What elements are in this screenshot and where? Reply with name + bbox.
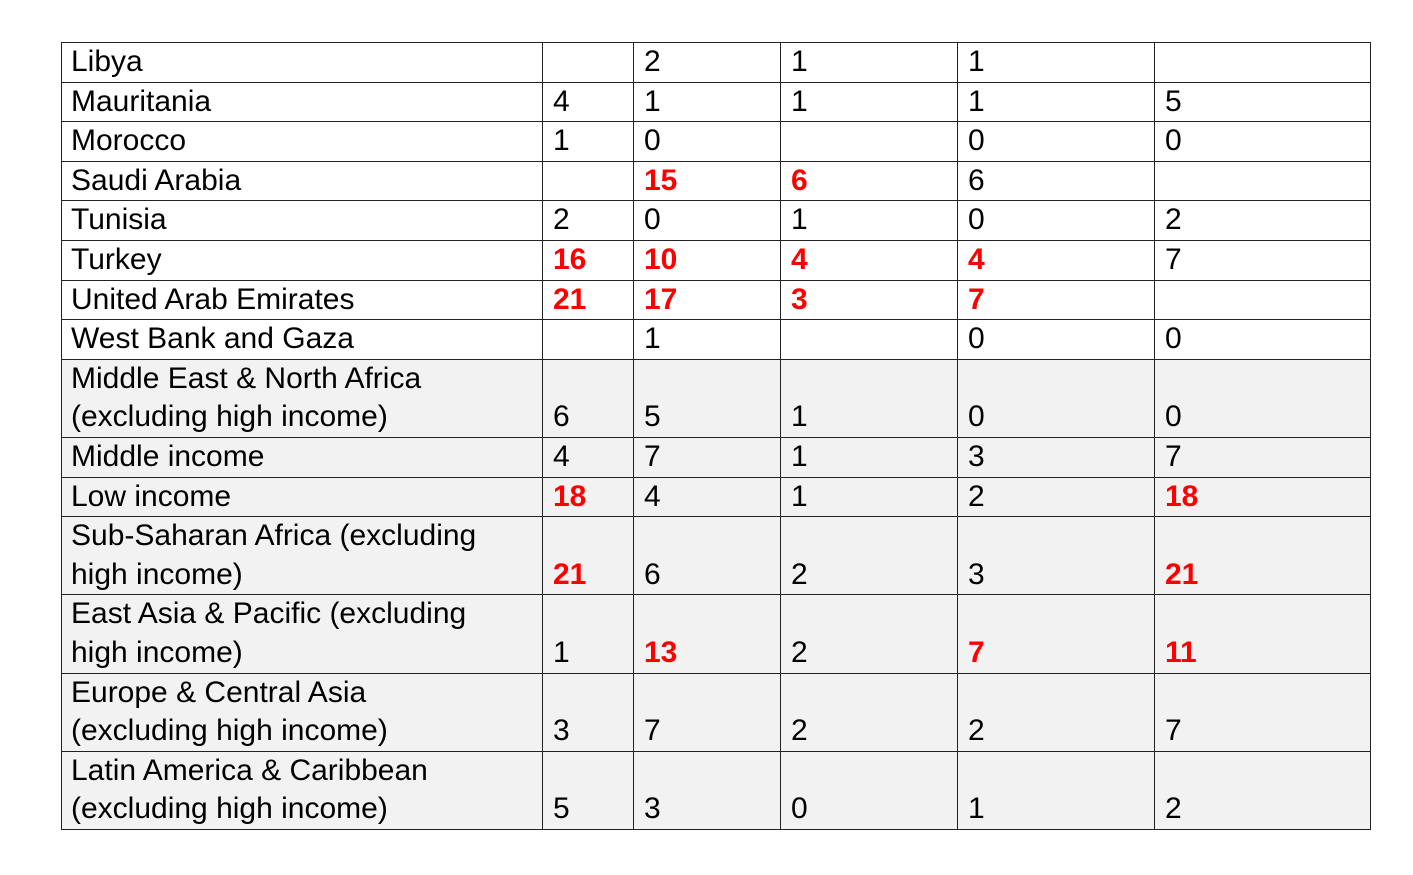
value-cell: 3 [958, 517, 1155, 595]
table-row [62, 122, 1371, 162]
row-label-cell: Mauritania [62, 82, 543, 122]
value-cell: 4 [634, 477, 781, 517]
value-cell: 1 [781, 437, 958, 477]
table-row [62, 751, 1371, 829]
value-cell: 0 [958, 201, 1155, 241]
row-label-cell: United Arab Emirates [62, 280, 543, 320]
row-label-cell: Morocco [62, 122, 543, 162]
value-cell [543, 320, 634, 360]
value-cell: 5 [1155, 82, 1371, 122]
table-row [62, 320, 1371, 360]
table-row [62, 280, 1371, 320]
row-label-cell: East Asia & Pacific (excluding high income) [62, 595, 543, 673]
highlighted-value-cell: 11 [1155, 595, 1371, 673]
value-cell: 1 [958, 751, 1155, 829]
value-cell: 3 [634, 751, 781, 829]
highlighted-value-cell: 15 [634, 161, 781, 201]
value-cell [1155, 43, 1371, 83]
value-cell [781, 122, 958, 162]
highlighted-value-cell: 13 [634, 595, 781, 673]
row-label-cell: Low income [62, 477, 543, 517]
value-cell: 4 [543, 437, 634, 477]
highlighted-value-cell: 4 [958, 240, 1155, 280]
value-cell: 6 [958, 161, 1155, 201]
value-cell: 0 [1155, 320, 1371, 360]
value-cell: 1 [958, 43, 1155, 83]
table-body [62, 43, 1371, 830]
value-cell: 2 [958, 477, 1155, 517]
highlighted-value-cell: 21 [543, 517, 634, 595]
table-row [62, 359, 1371, 437]
table-row [62, 43, 1371, 83]
value-cell: 1 [634, 82, 781, 122]
data-table-container [61, 42, 1371, 830]
value-cell: 2 [958, 673, 1155, 751]
table-row [62, 201, 1371, 241]
table-row [62, 477, 1371, 517]
value-cell: 0 [781, 751, 958, 829]
table-row [62, 437, 1371, 477]
value-cell: 2 [1155, 751, 1371, 829]
row-label-cell: Latin America & Caribbean (excluding high income) [62, 751, 543, 829]
highlighted-value-cell: 18 [1155, 477, 1371, 517]
highlighted-value-cell: 3 [781, 280, 958, 320]
highlighted-value-cell: 18 [543, 477, 634, 517]
value-cell [781, 320, 958, 360]
value-cell: 7 [1155, 240, 1371, 280]
value-cell: 7 [1155, 437, 1371, 477]
highlighted-value-cell: 7 [958, 595, 1155, 673]
row-label-cell: Middle income [62, 437, 543, 477]
value-cell: 4 [543, 82, 634, 122]
highlighted-value-cell: 4 [781, 240, 958, 280]
value-cell [543, 43, 634, 83]
value-cell: 1 [543, 595, 634, 673]
value-cell: 1 [781, 82, 958, 122]
value-cell: 1 [634, 320, 781, 360]
highlighted-value-cell: 7 [958, 280, 1155, 320]
value-cell: 3 [958, 437, 1155, 477]
value-cell: 1 [781, 359, 958, 437]
value-cell: 1 [958, 82, 1155, 122]
value-cell: 6 [543, 359, 634, 437]
value-cell: 3 [543, 673, 634, 751]
value-cell: 7 [634, 437, 781, 477]
value-cell [1155, 161, 1371, 201]
value-cell: 2 [543, 201, 634, 241]
value-cell [543, 161, 634, 201]
table-row [62, 161, 1371, 201]
highlighted-value-cell: 21 [1155, 517, 1371, 595]
table-row [62, 240, 1371, 280]
value-cell: 1 [543, 122, 634, 162]
data-table [61, 42, 1371, 830]
row-label-cell: Tunisia [62, 201, 543, 241]
highlighted-value-cell: 17 [634, 280, 781, 320]
table-row [62, 517, 1371, 595]
value-cell: 0 [1155, 122, 1371, 162]
value-cell: 2 [634, 43, 781, 83]
row-label-cell: Libya [62, 43, 543, 83]
row-label-cell: Middle East & North Africa (excluding high income) [62, 359, 543, 437]
row-label-cell: Saudi Arabia [62, 161, 543, 201]
value-cell: 5 [543, 751, 634, 829]
value-cell: 1 [781, 43, 958, 83]
row-label-cell: West Bank and Gaza [62, 320, 543, 360]
highlighted-value-cell: 16 [543, 240, 634, 280]
table-row [62, 595, 1371, 673]
highlighted-value-cell: 10 [634, 240, 781, 280]
value-cell: 0 [958, 320, 1155, 360]
value-cell: 5 [634, 359, 781, 437]
row-label-cell: Sub-Saharan Africa (excluding high income) [62, 517, 543, 595]
value-cell: 2 [781, 673, 958, 751]
row-label-cell: Turkey [62, 240, 543, 280]
highlighted-value-cell: 6 [781, 161, 958, 201]
table-row [62, 82, 1371, 122]
value-cell [1155, 280, 1371, 320]
table-row [62, 673, 1371, 751]
value-cell: 0 [958, 122, 1155, 162]
value-cell: 0 [958, 359, 1155, 437]
value-cell: 7 [634, 673, 781, 751]
highlighted-value-cell: 21 [543, 280, 634, 320]
value-cell: 2 [781, 595, 958, 673]
value-cell: 7 [1155, 673, 1371, 751]
value-cell: 0 [634, 122, 781, 162]
value-cell: 1 [781, 477, 958, 517]
value-cell: 2 [781, 517, 958, 595]
value-cell: 2 [1155, 201, 1371, 241]
value-cell: 0 [634, 201, 781, 241]
row-label-cell: Europe & Central Asia (excluding high income) [62, 673, 543, 751]
value-cell: 1 [781, 201, 958, 241]
value-cell: 6 [634, 517, 781, 595]
value-cell: 0 [1155, 359, 1371, 437]
